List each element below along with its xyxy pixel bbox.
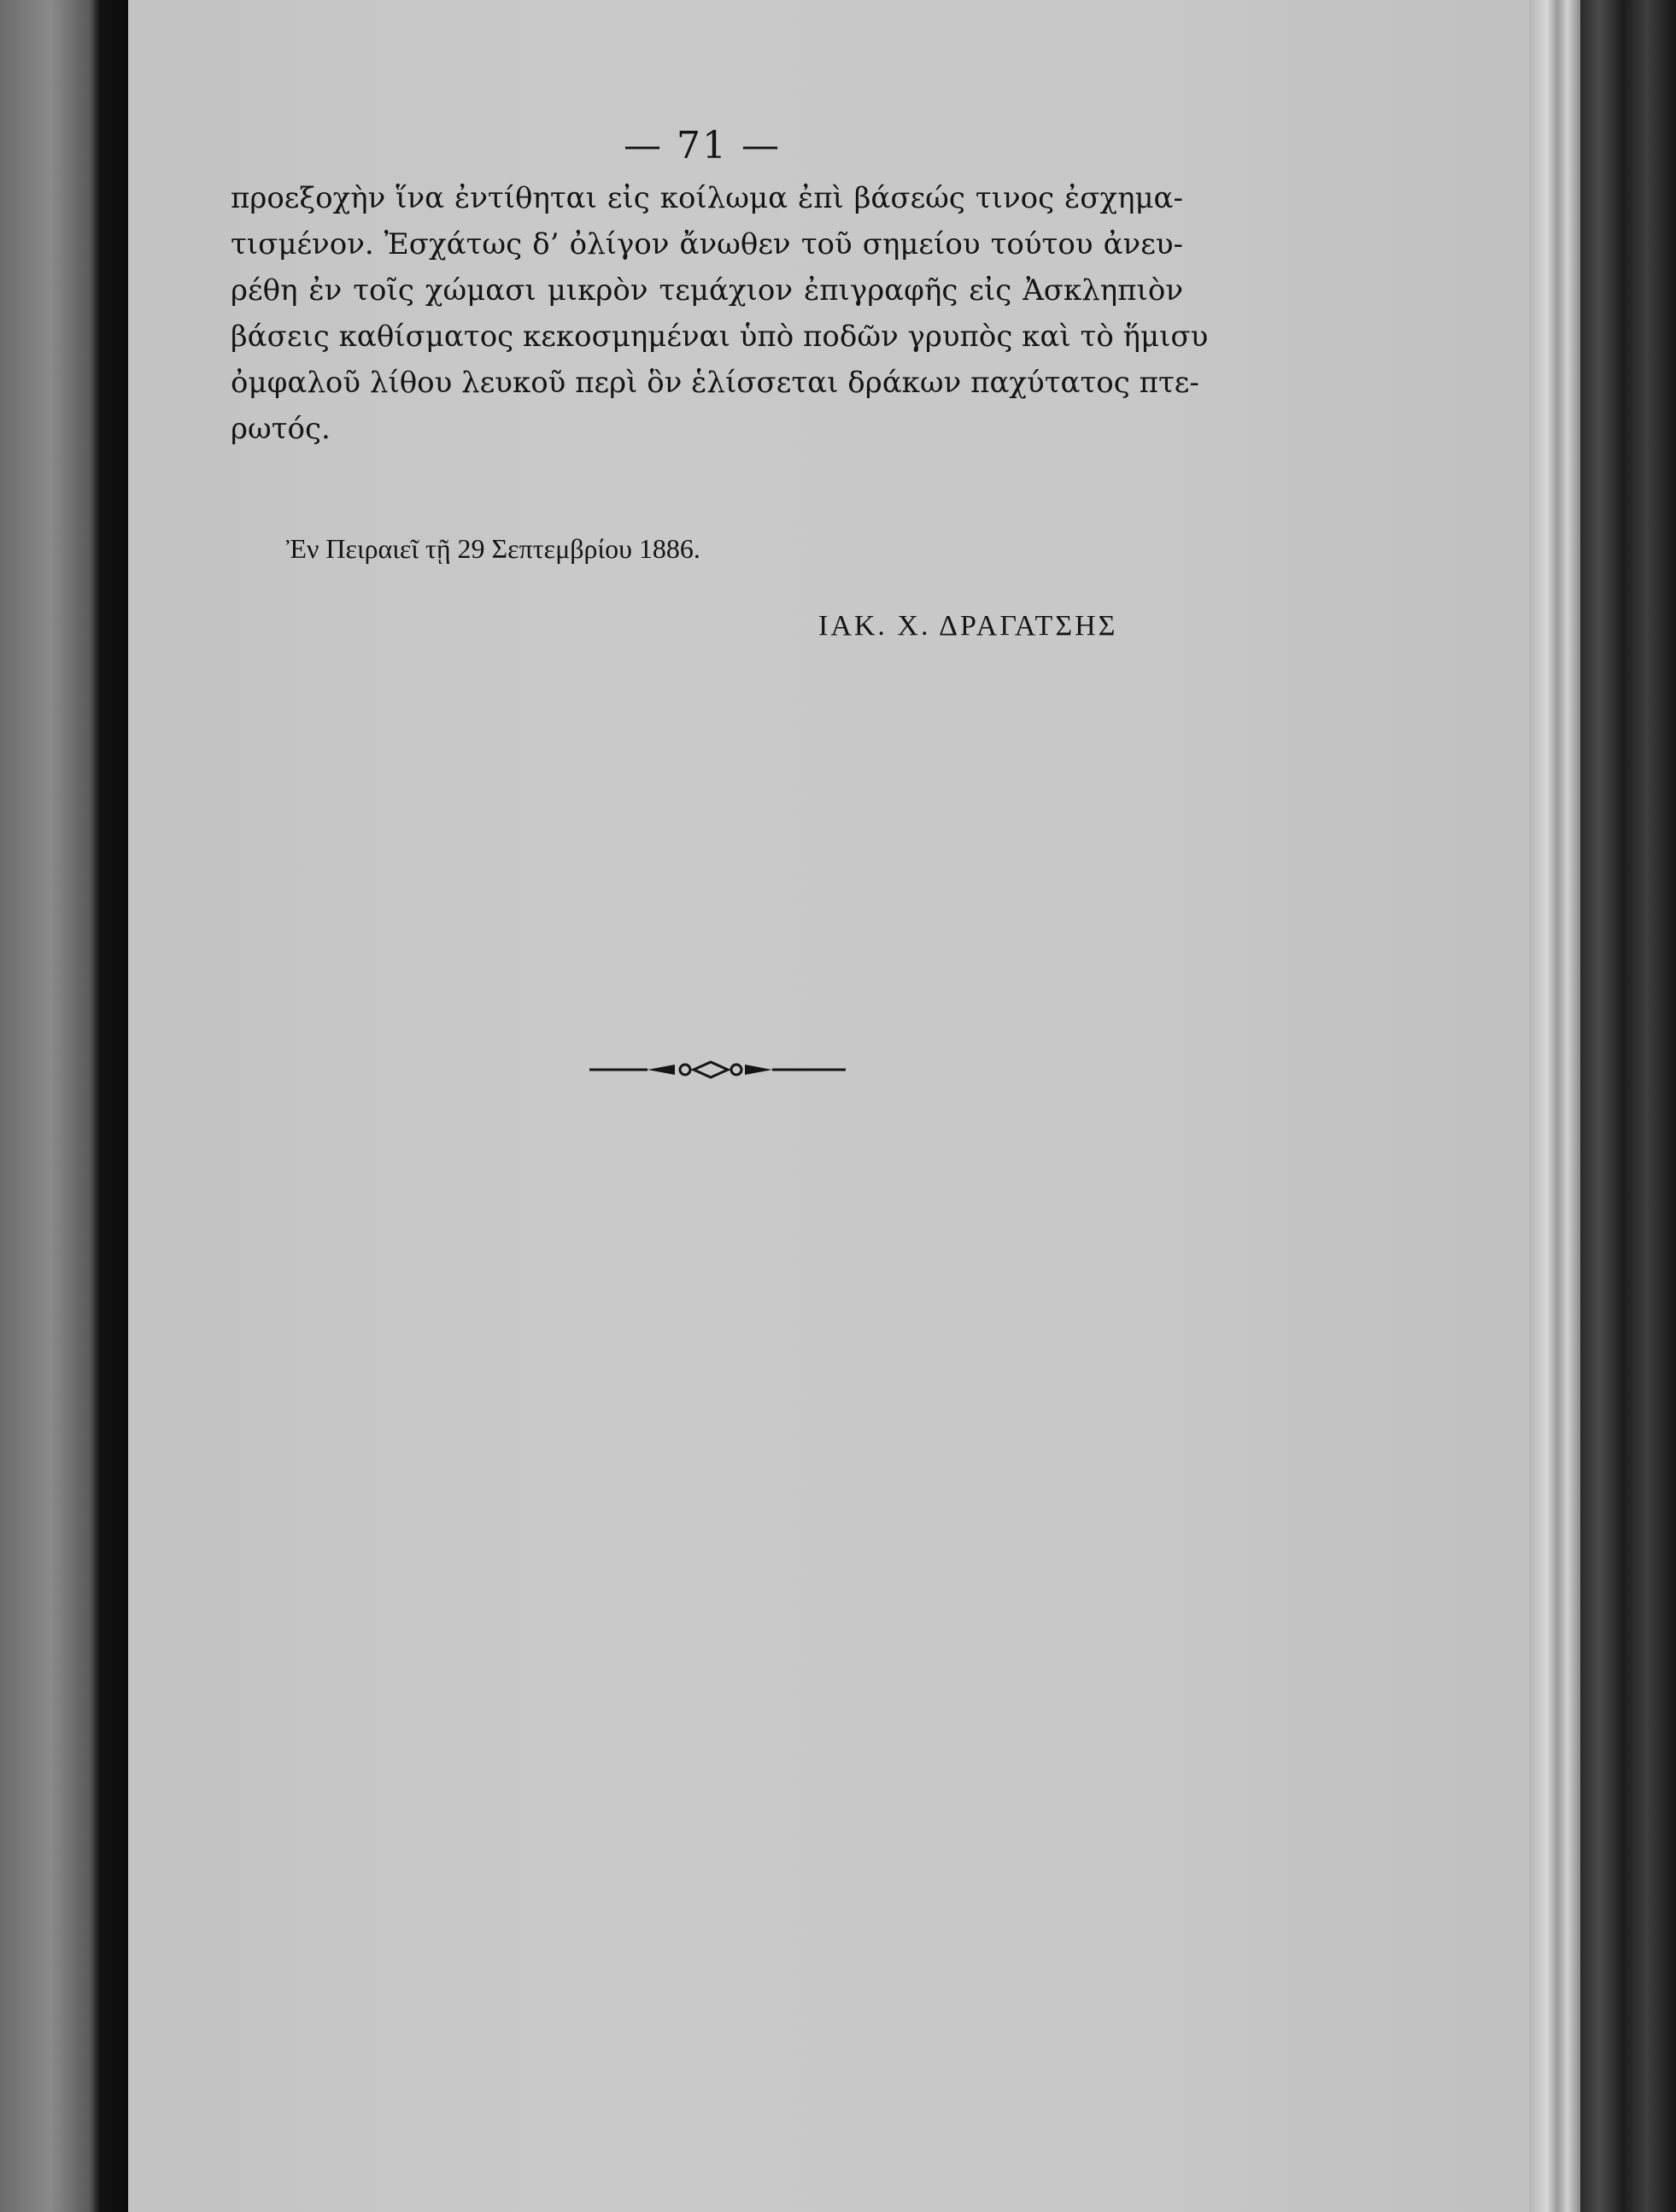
book-binding [1580,0,1676,2212]
page-stack-edge [1529,0,1580,2212]
paragraph-line: προεξοχὴν ἵνα ἐντίθηται εἰς κοίλωμα ἐπὶ βάσεώς τινος ἐσχημα- [231,181,1183,215]
left-page-edge [0,0,128,2212]
dateline: Ἐν Πειραιεῖ τῇ 29 Σεπτεμβρίου 1886. [286,533,700,564]
paragraph-line: τισμένον. Ἐσχάτως δ’ ὀλίγον ἄνωθεν τοῦ σημείου τούτου ἀνευ- [231,227,1183,261]
paragraph-line: βάσεις καθίσματος κεκοσμημέναι ὑπὸ ποδῶν γρυπὸς καὶ τὸ ἥμισυ [231,320,1209,354]
page-number: — 71 — [624,124,781,167]
paragraph-line: ὀμφαλοῦ λίθου λευκοῦ περὶ ὃν ἑλίσσεται δράκων παχύτατος πτε- [231,366,1199,400]
author-signature: ΙΑΚ. Χ. ΔΡΑΓΑΤΣΗΣ [818,610,1118,642]
paragraph-line: ρωτός. [231,412,331,446]
main-paragraph [231,175,1209,452]
ornament-divider-icon [589,1053,846,1087]
paragraph-line: ρέθη ἐν τοῖς χώμασι μικρὸν τεμάχιον ἐπιγραφῆς εἰς Ἀσκληπιὸν [231,273,1183,308]
